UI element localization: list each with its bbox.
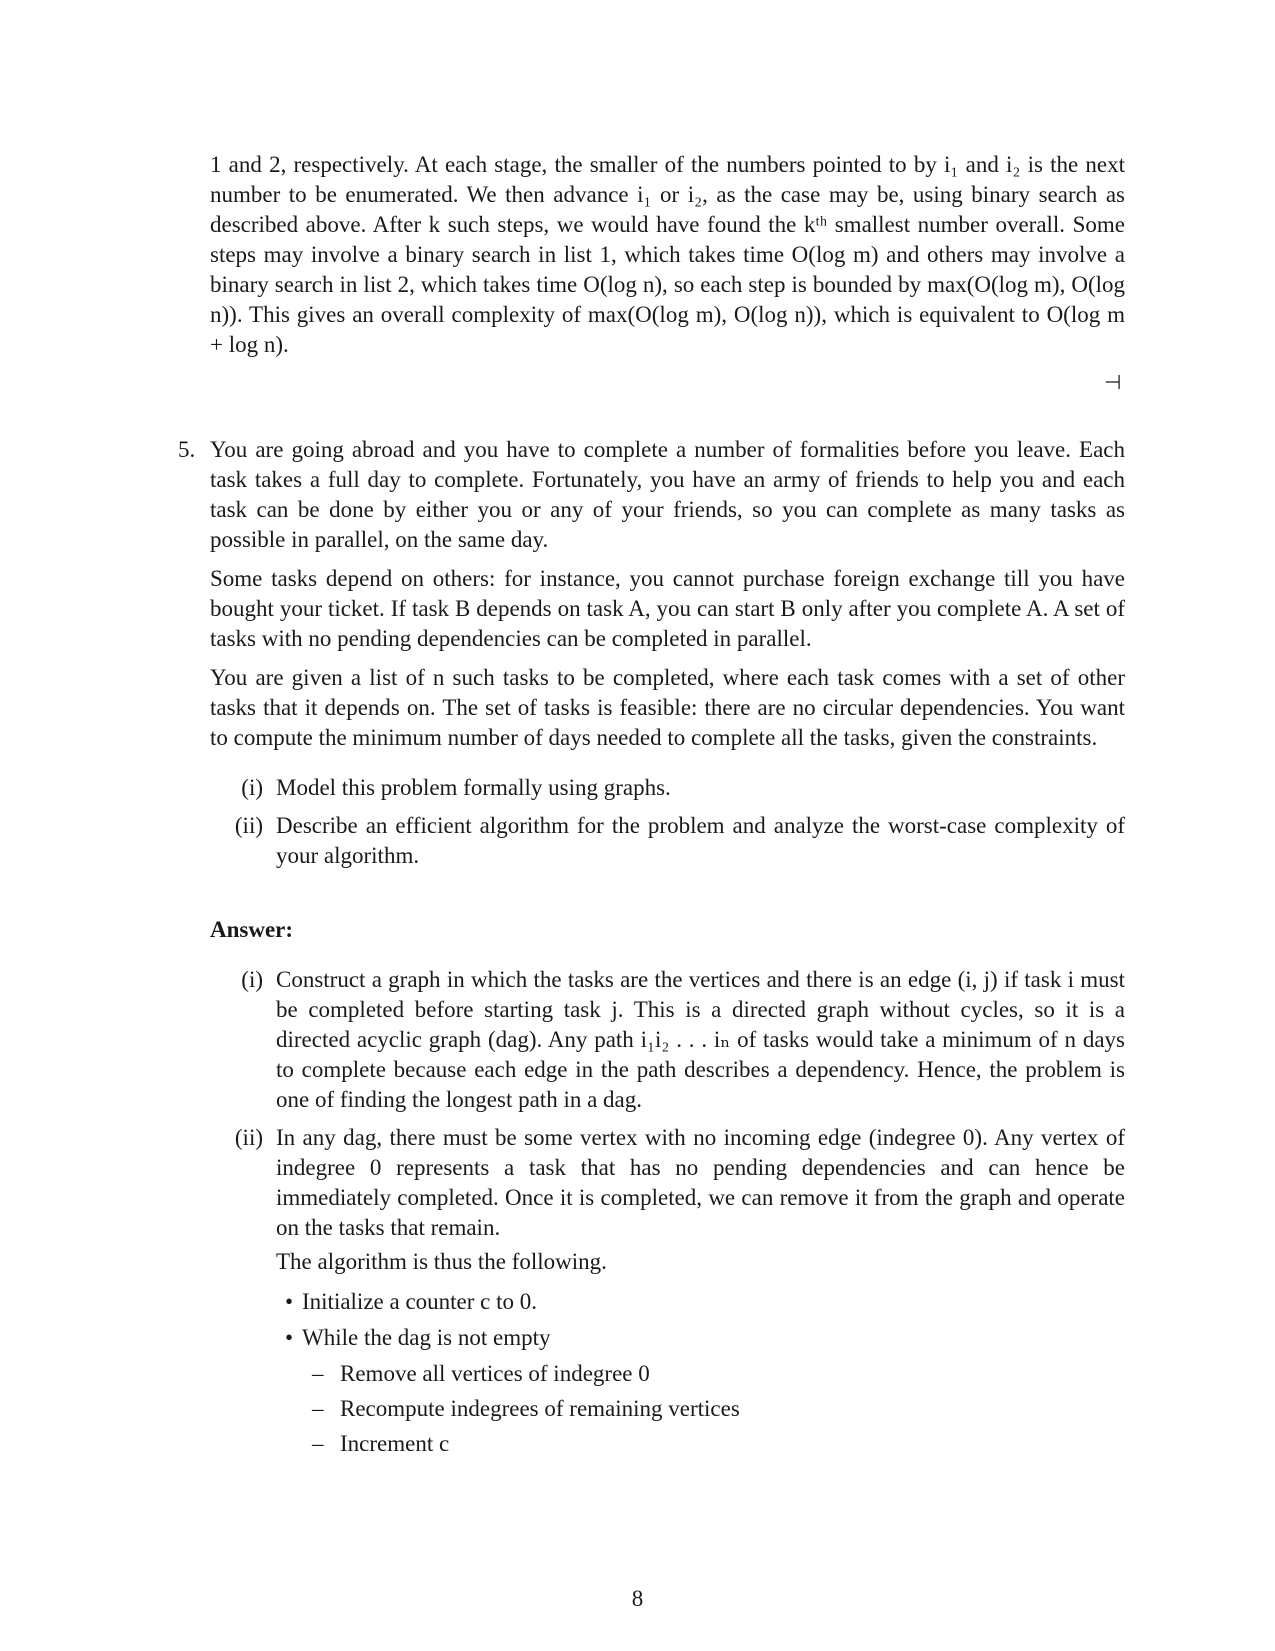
algorithm-intro: The algorithm is thus the following.	[276, 1249, 607, 1274]
list-item	[312, 1429, 1125, 1459]
part-label: (i)	[241, 967, 263, 992]
algorithm-steps	[276, 1287, 1125, 1459]
step-text: While the dag is not empty	[302, 1325, 551, 1350]
answer-part-ii	[210, 1123, 1125, 1464]
answer-part-ii-body	[263, 1123, 1125, 1464]
list-item	[276, 1287, 1125, 1317]
part-label: (ii)	[234, 1125, 263, 1150]
list-item	[312, 1359, 1125, 1389]
part-text: Describe an efficient algorithm for the problem and analyze the worst-case complexity of your algorithm.	[276, 813, 1125, 868]
end-of-proof-mark: ⊣	[1104, 370, 1122, 394]
page-number: 8	[631, 1586, 644, 1611]
continuation-paragraph: 1 and 2, respectively. At each stage, the smaller of the numbers pointed to by i₁ and i₂ is the next number to be enumerated. We then advance i₁ or i₂, as the case may be, using binary search as described above. After k such steps, we would have found the kᵗʰ smallest number overall. Some steps may involve a binary search in list 1, which takes time O(log m) and others may involve a binary search in list 2, which takes time O(log n), so each step is bounded by max(O(log m), O(log n)). This gives an overall complexity of max(O(log m), O(log n)), which is equivalent to O(log m + log n).	[210, 152, 1125, 357]
question-part-i	[210, 773, 1125, 803]
dash-icon: –	[312, 1396, 324, 1421]
dash-icon: –	[312, 1431, 324, 1456]
bullet-icon: •	[284, 1289, 294, 1314]
question-paragraph-2: Some tasks depend on others: for instance, you cannot purchase foreign exchange till you have bought your ticket. If task B depends on task A, you can start B only after you complete A. A set of tasks with no pending dependencies can be completed in parallel.	[210, 566, 1125, 651]
question-parts	[210, 773, 1125, 871]
loop-body-steps	[312, 1359, 1125, 1459]
bullet-icon: •	[284, 1325, 294, 1350]
list-item	[312, 1394, 1125, 1424]
part-text: In any dag, there must be some vertex with no incoming edge (indegree 0). Any vertex of indegree 0 represents a task that has no pending dependencies and can hence be immediately completed. Once it is completed, we can remove it from the graph and operate on the tasks that remain.	[276, 1125, 1125, 1240]
dash-icon: –	[312, 1361, 324, 1386]
part-label: (ii)	[234, 813, 263, 838]
part-text: Construct a graph in which the tasks are the vertices and there is an edge (i, j) if task i must be completed before starting task j. This is a directed graph without cycles, so it is a directed acyclic graph (dag). Any path i₁i₂ . . . iₙ of tasks would take a minimum of n days to complete because each edge in the path describes a dependency. Hence, the problem is one of finding the longest path in a dag.	[276, 967, 1125, 1112]
step-text: Remove all vertices of indegree 0	[340, 1361, 650, 1386]
question-number: 5.	[178, 437, 196, 462]
step-text: Recompute indegrees of remaining vertices	[340, 1396, 740, 1421]
list-item	[276, 1323, 1125, 1353]
part-text: Model this problem formally using graphs.	[276, 775, 671, 800]
answer-parts	[210, 965, 1125, 1464]
question-part-ii	[210, 811, 1125, 871]
answer-part-i	[210, 965, 1125, 1115]
question-paragraph-1: You are going abroad and you have to complete a number of formalities before you leave. Each task takes a full day to complete. Fortunately, you have an army of friends to help you and each task can be done by either you or any of your friends, so you can complete as many tasks as possible in parallel, on the same day.	[210, 437, 1125, 552]
part-label: (i)	[241, 775, 263, 800]
step-text: Initialize a counter c to 0.	[302, 1289, 538, 1314]
answer-heading: Answer:	[210, 917, 294, 942]
step-text: Increment c	[340, 1431, 450, 1456]
question-5	[178, 435, 1125, 1472]
question-paragraph-3: You are given a list of n such tasks to be completed, where each task comes with a set of other tasks that it depends on. The set of tasks is feasible: there are no circular dependencies. You want to compute the minimum number of days needed to complete all the tasks, given the constraints.	[210, 665, 1125, 750]
question-body	[210, 435, 1125, 1472]
